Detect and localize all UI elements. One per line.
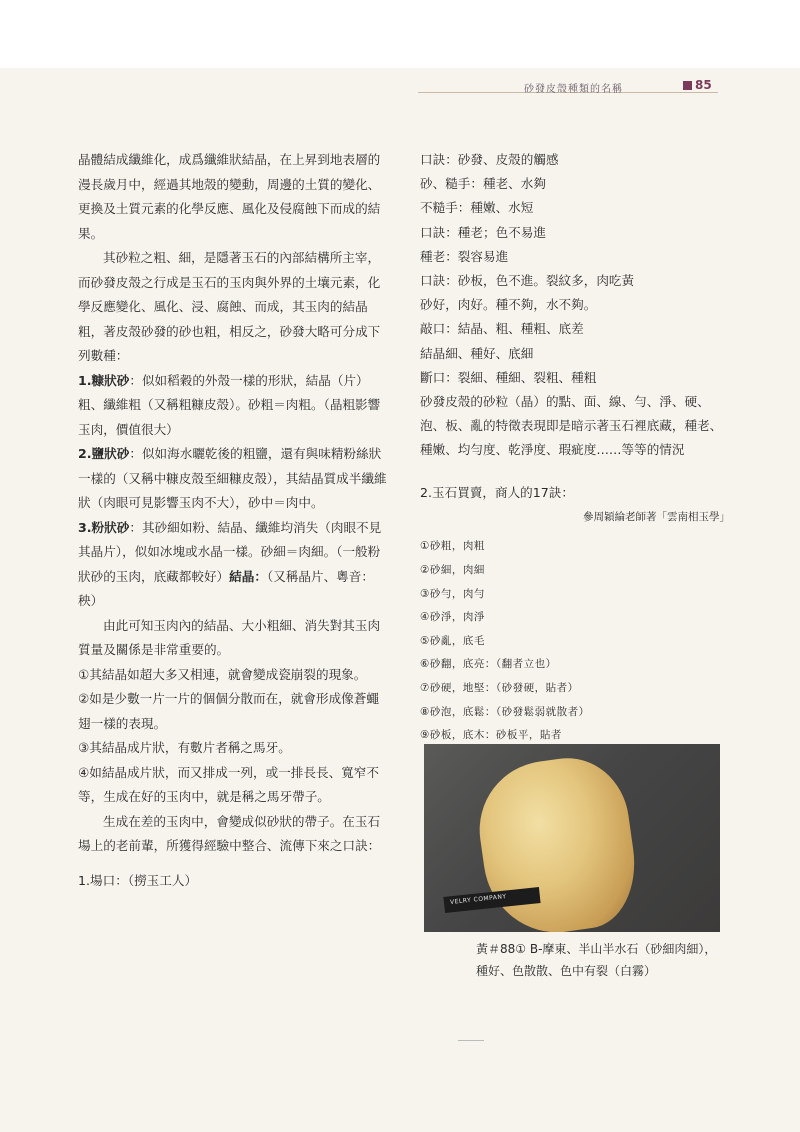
list-item: ⑤砂亂，底毛 (420, 634, 485, 647)
page-top-margin (0, 0, 800, 68)
photo-caption: 黃＃88① B-摩東、半山半水石（砂細肉細），種好、色散散、色中有裂（白霧） (476, 942, 717, 978)
mnemonic-line: 斷口：裂細、種細、裂粗、種粗 (420, 369, 597, 385)
list-item: ⑧砂泡，底鬆：（砂發鬆弱就散者） (420, 705, 590, 718)
ruler-label: VELRY COMPANY (449, 893, 507, 906)
sand-type-2 (78, 442, 388, 516)
crystal-term-label: 結晶： (229, 568, 267, 584)
running-header-title: 砂發皮殼種類的名稱 (524, 84, 623, 95)
sand-type-label: 2.鹽狀砂 (78, 446, 130, 461)
jade-stone-photo (424, 744, 720, 932)
section-heading-trade: 2.玉石買賣，商人的17訣： (420, 484, 574, 500)
crystal-point-4: ④如結晶成片狀，而又排成一列，或一排長長、寬窄不等，生成在好的玉肉中，就是稱之馬牙帶子。 (78, 764, 379, 804)
numbered-list (420, 535, 730, 747)
paragraph: 生成在差的玉肉中，會變成似砂狀的帶子。在玉石場上的老前輩，所獲得經驗中整合、流傳下來之口訣： (78, 813, 381, 853)
right-column (420, 148, 730, 748)
source-credit: 參周穎綸老師著「雲南相玉學」 (583, 510, 730, 523)
page-number: 85 (695, 78, 712, 92)
list-item: ⑦砂硬，地堅：（砂發硬，貼者） (420, 681, 579, 694)
sand-type-text: ：似如稻穀的外殼一樣的形狀，結晶（片）粗、纖維粗（又稱粗糠皮殼）。砂粗＝肉粗。（晶粗影響玉肉，價值很大） (78, 372, 381, 437)
mnemonic-line: 結晶細、種好、底細 (420, 345, 534, 361)
section-heading-mine: 1.場口：（撈玉工人） (78, 872, 198, 888)
left-column (78, 148, 388, 893)
mnemonic-line: 不糙手：種嫩、水短 (420, 200, 534, 216)
mnemonic-line: 口訣：砂板，色不進。裂紋多，肉吃黃 (420, 273, 635, 289)
sand-type-label: 1.糠狀砂 (78, 372, 130, 388)
crystal-point-1: ①其結晶如超大多又相連，就會變成瓷崩裂的現象。 (78, 666, 367, 682)
list-item: ②砂細，肉細 (420, 563, 485, 576)
paragraph: 由此可知玉肉內的結晶、大小粗細、消失對其玉肉質量及關係是非常重要的。 (78, 617, 381, 657)
mnemonic-line: 砂、糙手：種老、水夠 (420, 176, 546, 192)
paragraph: 晶體結成纖維化，成爲纖維狀結晶，在上昇到地表層的漫長歲月中，經過其地殼的變動，周邊的土質的變化、更換及土質元素的化學反應、風化及侵腐蝕下而成的結果。 (78, 152, 381, 241)
sand-type-1 (78, 369, 388, 443)
mnemonic-line: 敲口：結晶、粗、種粗、底差 (420, 321, 584, 337)
paragraph: 其砂粒之粗、細，是隱著玉石的內部結構所主宰，而砂發皮殼之行成是玉石的玉肉與外界的土壤元素，化學反應變化、風化、浸、腐蝕、而成，其玉肉的結晶粗，著皮殼砂發的砂也粗，相反之，砂發大略可分成下列數種： (78, 250, 381, 363)
mnemonic-line: 口訣：砂發、皮殼的觸感 (420, 152, 559, 167)
header-square-mark (683, 81, 692, 90)
crystal-point-2: ②如是少數一片一片的個個分散而在，就會形成像蒼蠅翅一樣的表現。 (78, 691, 379, 731)
list-item: ①砂粗，肉粗 (420, 540, 485, 553)
sand-type-text: ：似如海水曬乾後的粗鹽，還有與味精粉絲狀一樣的（又稱中糠皮殼至細糠皮殼），其結晶質成半纖維狀（肉眼可見影響玉肉不大），砂中＝肉中。 (78, 446, 387, 510)
crystal-point-3: ③其結晶成片狀，有數片者稱之馬牙。 (78, 740, 291, 755)
mnemonic-line: 種老：裂容易進 (420, 248, 509, 264)
footer-mark (458, 1040, 484, 1041)
list-item: ③砂勻，肉勻 (420, 587, 485, 600)
sand-type-label: 3.粉狀砂 (78, 519, 130, 535)
list-item: ⑨砂板，底木：砂板平，貼者 (420, 729, 562, 742)
sand-type-text: ：其砂細如粉、結晶、纖維均消失（肉眼不見其晶片），似如冰塊或水晶一樣。砂細＝肉細。（一般粉狀砂的玉肉，底藏都較好） (78, 519, 382, 584)
mnemonic-paragraph: 砂發皮殼的砂粒（晶）的點、面、線、勻、淨、硬、泡、板、亂的特徵表現即是暗示著玉石裡底藏，種老、種嫩、均勻度、乾淨度、瑕疵度……等等的情況 (420, 394, 723, 458)
list-item: ⑥砂翻，底亮：（翻者立也） (420, 658, 557, 671)
mnemonic-line: 口訣：種老；色不易進 (420, 224, 546, 240)
mnemonic-line: 砂好，肉好。種不夠，水不夠。 (420, 297, 597, 313)
crystal-term-text: （又稱晶片、粵音：秧） (78, 568, 374, 608)
sand-type-3 (78, 516, 388, 614)
list-item: ④砂淨，肉淨 (420, 611, 485, 624)
